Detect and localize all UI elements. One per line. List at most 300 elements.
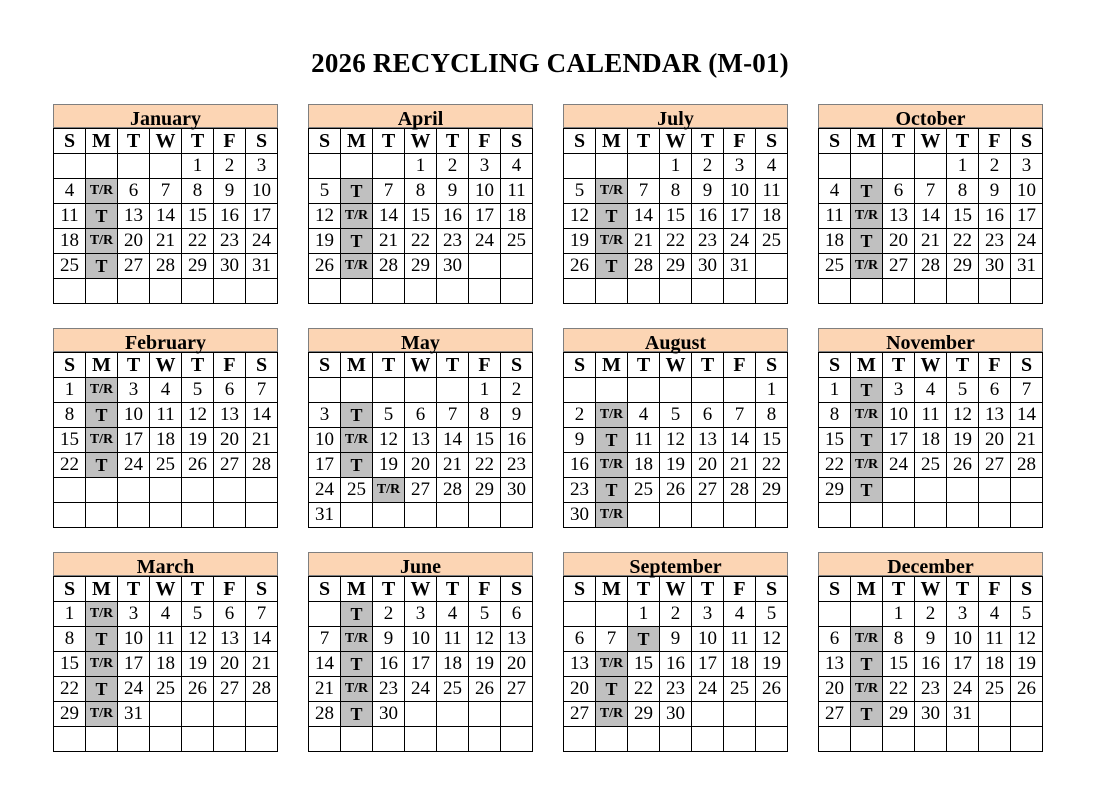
empty-cell: [246, 702, 278, 727]
week-row: [819, 154, 1043, 179]
day-cell: 22: [756, 453, 788, 478]
day-cell: 12: [660, 428, 692, 453]
week-row: [564, 503, 788, 528]
empty-cell: [309, 279, 341, 304]
week-row: [819, 602, 1043, 627]
day-cell: 5: [756, 602, 788, 627]
month-table: [53, 352, 278, 528]
empty-cell: [564, 154, 596, 179]
day-cell: 21: [150, 229, 182, 254]
day-cell: 29: [660, 254, 692, 279]
week-row: [54, 602, 278, 627]
empty-cell: [1011, 478, 1043, 503]
day-cell: 16: [373, 652, 405, 677]
pickup-day-cell: T: [86, 254, 118, 279]
pickup-day-cell: T/R: [596, 453, 628, 478]
weekday-label: F: [469, 577, 501, 602]
empty-cell: [819, 602, 851, 627]
weekday-label: T: [883, 353, 915, 378]
day-cell: 1: [947, 154, 979, 179]
day-cell: 11: [150, 627, 182, 652]
weekday-label: M: [596, 353, 628, 378]
day-cell: 22: [54, 677, 86, 702]
empty-cell: [724, 702, 756, 727]
empty-cell: [1011, 702, 1043, 727]
week-row: [54, 727, 278, 752]
pickup-day-cell: T: [596, 204, 628, 229]
weekday-label: S: [309, 577, 341, 602]
day-cell: 29: [756, 478, 788, 503]
empty-cell: [341, 503, 373, 528]
day-cell: 25: [819, 254, 851, 279]
pickup-day-cell: T: [341, 403, 373, 428]
day-cell: 7: [724, 403, 756, 428]
day-cell: 22: [405, 229, 437, 254]
weekday-row: [54, 577, 278, 602]
empty-cell: [756, 503, 788, 528]
empty-cell: [86, 503, 118, 528]
day-cell: 26: [469, 677, 501, 702]
pickup-day-cell: T/R: [851, 677, 883, 702]
week-row: [564, 702, 788, 727]
day-cell: 6: [405, 403, 437, 428]
pickup-day-cell: T/R: [596, 403, 628, 428]
week-row: [564, 279, 788, 304]
week-row: [819, 702, 1043, 727]
day-cell: 20: [692, 453, 724, 478]
empty-cell: [851, 602, 883, 627]
weekday-label: S: [1011, 577, 1043, 602]
day-cell: 23: [373, 677, 405, 702]
day-cell: 16: [660, 652, 692, 677]
day-cell: 3: [692, 602, 724, 627]
weekday-label: M: [596, 577, 628, 602]
week-row: [819, 204, 1043, 229]
week-row: [564, 229, 788, 254]
day-cell: 27: [692, 478, 724, 503]
week-row: [54, 503, 278, 528]
day-cell: 29: [54, 702, 86, 727]
day-cell: 7: [246, 378, 278, 403]
day-cell: 24: [947, 677, 979, 702]
day-cell: 7: [1011, 378, 1043, 403]
pickup-day-cell: T/R: [596, 652, 628, 677]
day-cell: 18: [437, 652, 469, 677]
day-cell: 17: [1011, 204, 1043, 229]
day-cell: 30: [915, 702, 947, 727]
day-cell: 29: [405, 254, 437, 279]
pickup-day-cell: T: [596, 254, 628, 279]
day-cell: 3: [309, 403, 341, 428]
week-row: [819, 403, 1043, 428]
day-cell: 3: [947, 602, 979, 627]
empty-cell: [501, 702, 533, 727]
day-cell: 7: [915, 179, 947, 204]
week-row: [54, 378, 278, 403]
day-cell: 6: [118, 179, 150, 204]
day-cell: 30: [437, 254, 469, 279]
month-table: [818, 128, 1043, 304]
weekday-label: M: [341, 353, 373, 378]
weekday-label: W: [660, 353, 692, 378]
empty-cell: [86, 154, 118, 179]
empty-cell: [118, 279, 150, 304]
empty-cell: [947, 503, 979, 528]
day-cell: 4: [724, 602, 756, 627]
day-cell: 13: [501, 627, 533, 652]
empty-cell: [1011, 503, 1043, 528]
weekday-row: [564, 129, 788, 154]
day-cell: 7: [246, 602, 278, 627]
day-cell: 17: [724, 204, 756, 229]
day-cell: 5: [947, 378, 979, 403]
day-cell: 13: [979, 403, 1011, 428]
day-cell: 26: [309, 254, 341, 279]
pickup-day-cell: T: [341, 702, 373, 727]
weekday-label: S: [54, 129, 86, 154]
weekday-label: F: [724, 353, 756, 378]
day-cell: 4: [150, 378, 182, 403]
day-cell: 8: [182, 179, 214, 204]
empty-cell: [341, 378, 373, 403]
day-cell: 13: [405, 428, 437, 453]
day-cell: 2: [979, 154, 1011, 179]
day-cell: 11: [756, 179, 788, 204]
empty-cell: [979, 503, 1011, 528]
empty-cell: [596, 378, 628, 403]
day-cell: 1: [756, 378, 788, 403]
month-july: [563, 104, 788, 304]
month-header: May: [308, 328, 533, 352]
pickup-day-cell: T: [851, 378, 883, 403]
pickup-day-cell: T/R: [341, 677, 373, 702]
week-row: [54, 478, 278, 503]
pickup-day-cell: T: [86, 453, 118, 478]
day-cell: 10: [883, 403, 915, 428]
day-cell: 19: [182, 428, 214, 453]
empty-cell: [150, 727, 182, 752]
weekday-label: M: [851, 577, 883, 602]
day-cell: 12: [564, 204, 596, 229]
weekday-label: W: [405, 577, 437, 602]
day-cell: 14: [373, 204, 405, 229]
day-cell: 13: [214, 403, 246, 428]
day-cell: 28: [915, 254, 947, 279]
day-cell: 17: [309, 453, 341, 478]
day-cell: 5: [309, 179, 341, 204]
weekday-label: W: [405, 353, 437, 378]
day-cell: 23: [979, 229, 1011, 254]
day-cell: 5: [373, 403, 405, 428]
empty-cell: [724, 727, 756, 752]
empty-cell: [596, 727, 628, 752]
day-cell: 3: [405, 602, 437, 627]
day-cell: 9: [564, 428, 596, 453]
day-cell: 28: [150, 254, 182, 279]
day-cell: 19: [1011, 652, 1043, 677]
week-row: [309, 503, 533, 528]
day-cell: 8: [54, 627, 86, 652]
month-table: [53, 128, 278, 304]
day-cell: 11: [979, 627, 1011, 652]
empty-cell: [150, 154, 182, 179]
empty-cell: [214, 478, 246, 503]
day-cell: 31: [947, 702, 979, 727]
day-cell: 18: [150, 652, 182, 677]
day-cell: 28: [246, 677, 278, 702]
day-cell: 14: [915, 204, 947, 229]
day-cell: 25: [915, 453, 947, 478]
day-cell: 12: [469, 627, 501, 652]
day-cell: 18: [979, 652, 1011, 677]
weekday-label: T: [947, 353, 979, 378]
empty-cell: [756, 702, 788, 727]
day-cell: 27: [819, 702, 851, 727]
day-cell: 11: [915, 403, 947, 428]
weekday-label: M: [86, 129, 118, 154]
day-cell: 6: [564, 627, 596, 652]
empty-cell: [564, 378, 596, 403]
day-cell: 7: [309, 627, 341, 652]
empty-cell: [851, 154, 883, 179]
day-cell: 31: [309, 503, 341, 528]
empty-cell: [182, 279, 214, 304]
empty-cell: [819, 503, 851, 528]
day-cell: 4: [756, 154, 788, 179]
weekday-label: T: [628, 129, 660, 154]
pickup-day-cell: T/R: [86, 229, 118, 254]
day-cell: 19: [309, 229, 341, 254]
month-header: February: [53, 328, 278, 352]
day-cell: 13: [118, 204, 150, 229]
day-cell: 24: [309, 478, 341, 503]
empty-cell: [437, 727, 469, 752]
empty-cell: [309, 602, 341, 627]
day-cell: 12: [1011, 627, 1043, 652]
day-cell: 31: [1011, 254, 1043, 279]
day-cell: 21: [1011, 428, 1043, 453]
day-cell: 16: [692, 204, 724, 229]
day-cell: 24: [118, 677, 150, 702]
empty-cell: [182, 727, 214, 752]
empty-cell: [469, 254, 501, 279]
empty-cell: [915, 154, 947, 179]
week-row: [819, 179, 1043, 204]
empty-cell: [628, 503, 660, 528]
empty-cell: [150, 702, 182, 727]
weekday-label: S: [819, 129, 851, 154]
empty-cell: [437, 702, 469, 727]
week-row: [309, 229, 533, 254]
day-cell: 27: [214, 453, 246, 478]
weekday-label: W: [150, 577, 182, 602]
week-row: [54, 627, 278, 652]
week-row: [819, 279, 1043, 304]
week-row: [309, 403, 533, 428]
day-cell: 6: [979, 378, 1011, 403]
empty-cell: [979, 702, 1011, 727]
week-row: [819, 378, 1043, 403]
day-cell: 15: [469, 428, 501, 453]
weekday-label: S: [54, 353, 86, 378]
week-row: [54, 179, 278, 204]
weekday-label: W: [660, 577, 692, 602]
week-row: [309, 652, 533, 677]
day-cell: 16: [564, 453, 596, 478]
day-cell: 2: [692, 154, 724, 179]
empty-cell: [851, 503, 883, 528]
empty-cell: [883, 279, 915, 304]
day-cell: 18: [724, 652, 756, 677]
day-cell: 2: [437, 154, 469, 179]
empty-cell: [309, 378, 341, 403]
empty-cell: [564, 727, 596, 752]
empty-cell: [373, 727, 405, 752]
day-cell: 30: [564, 503, 596, 528]
weekday-label: M: [341, 129, 373, 154]
month-may: [308, 328, 533, 528]
day-cell: 14: [150, 204, 182, 229]
weekday-label: F: [979, 129, 1011, 154]
day-cell: 26: [1011, 677, 1043, 702]
day-cell: 3: [246, 154, 278, 179]
week-row: [54, 677, 278, 702]
day-cell: 26: [182, 453, 214, 478]
empty-cell: [501, 503, 533, 528]
day-cell: 24: [883, 453, 915, 478]
day-cell: 8: [660, 179, 692, 204]
weekday-label: F: [214, 353, 246, 378]
weekday-label: W: [150, 129, 182, 154]
empty-cell: [628, 727, 660, 752]
day-cell: 20: [564, 677, 596, 702]
day-cell: 3: [724, 154, 756, 179]
day-cell: 16: [501, 428, 533, 453]
week-row: [819, 229, 1043, 254]
empty-cell: [692, 279, 724, 304]
empty-cell: [54, 154, 86, 179]
day-cell: 18: [501, 204, 533, 229]
day-cell: 9: [915, 627, 947, 652]
weekday-label: T: [373, 577, 405, 602]
day-cell: 10: [118, 627, 150, 652]
day-cell: 18: [150, 428, 182, 453]
pickup-day-cell: T/R: [596, 702, 628, 727]
page-title: 2026 RECYCLING CALENDAR (M-01): [311, 48, 789, 78]
month-table: [563, 352, 788, 528]
weekday-label: M: [86, 577, 118, 602]
empty-cell: [437, 279, 469, 304]
day-cell: 1: [405, 154, 437, 179]
empty-cell: [469, 702, 501, 727]
day-cell: 28: [1011, 453, 1043, 478]
day-cell: 18: [819, 229, 851, 254]
month-table: [308, 576, 533, 752]
weekday-label: S: [564, 129, 596, 154]
month-header: June: [308, 552, 533, 576]
weekday-row: [54, 129, 278, 154]
day-cell: 22: [469, 453, 501, 478]
day-cell: 10: [947, 627, 979, 652]
empty-cell: [596, 154, 628, 179]
week-row: [564, 254, 788, 279]
day-cell: 29: [182, 254, 214, 279]
week-row: [819, 428, 1043, 453]
day-cell: 25: [724, 677, 756, 702]
empty-cell: [341, 279, 373, 304]
day-cell: 9: [373, 627, 405, 652]
day-cell: 13: [692, 428, 724, 453]
day-cell: 22: [883, 677, 915, 702]
week-row: [564, 627, 788, 652]
weekday-label: T: [118, 577, 150, 602]
day-cell: 8: [947, 179, 979, 204]
day-cell: 30: [660, 702, 692, 727]
empty-cell: [692, 727, 724, 752]
weekday-label: W: [915, 577, 947, 602]
empty-cell: [341, 154, 373, 179]
weekday-label: T: [628, 353, 660, 378]
pickup-day-cell: T: [341, 453, 373, 478]
week-row: [564, 428, 788, 453]
day-cell: 11: [150, 403, 182, 428]
day-cell: 27: [564, 702, 596, 727]
day-cell: 14: [724, 428, 756, 453]
day-cell: 21: [246, 428, 278, 453]
month-august: [563, 328, 788, 528]
day-cell: 30: [692, 254, 724, 279]
day-cell: 28: [724, 478, 756, 503]
pickup-day-cell: T: [86, 677, 118, 702]
empty-cell: [118, 503, 150, 528]
empty-cell: [405, 727, 437, 752]
month-june: [308, 552, 533, 752]
day-cell: 20: [883, 229, 915, 254]
month-november: [818, 328, 1043, 528]
weekday-row: [819, 353, 1043, 378]
week-row: [54, 652, 278, 677]
week-row: [54, 428, 278, 453]
day-cell: 7: [150, 179, 182, 204]
empty-cell: [851, 279, 883, 304]
weekday-label: T: [947, 577, 979, 602]
day-cell: 4: [915, 378, 947, 403]
empty-cell: [628, 378, 660, 403]
day-cell: 12: [373, 428, 405, 453]
empty-cell: [979, 478, 1011, 503]
empty-cell: [915, 503, 947, 528]
empty-cell: [564, 602, 596, 627]
empty-cell: [182, 478, 214, 503]
day-cell: 1: [469, 378, 501, 403]
day-cell: 24: [469, 229, 501, 254]
empty-cell: [214, 702, 246, 727]
day-cell: 1: [660, 154, 692, 179]
day-cell: 6: [214, 602, 246, 627]
day-cell: 23: [692, 229, 724, 254]
month-march: [53, 552, 278, 752]
week-row: [54, 453, 278, 478]
day-cell: 26: [660, 478, 692, 503]
weekday-label: F: [214, 577, 246, 602]
empty-cell: [373, 378, 405, 403]
month-table: [308, 352, 533, 528]
day-cell: 1: [54, 378, 86, 403]
empty-cell: [883, 503, 915, 528]
day-cell: 28: [373, 254, 405, 279]
day-cell: 21: [724, 453, 756, 478]
day-cell: 19: [182, 652, 214, 677]
